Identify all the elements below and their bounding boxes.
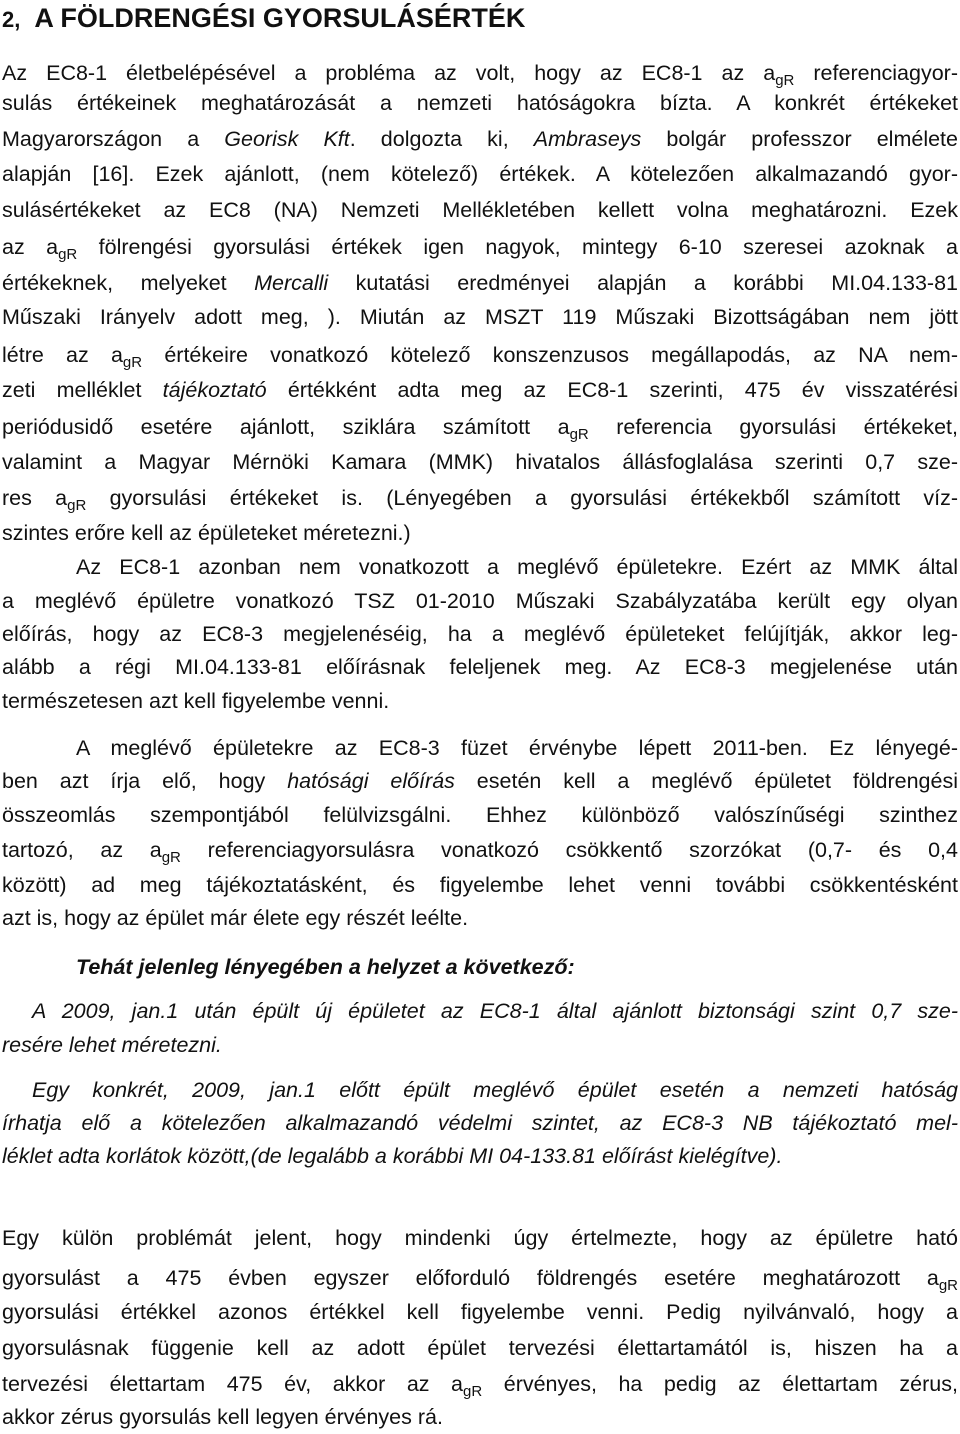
p1-line-1: Az EC8-1 életbelépésével a probléma az volt, hogy az EC8-1 az $a_{gR}$ referenciagyor-	[2, 61, 958, 89]
p4-line-2: gyorsulást a 475 évben egyszer előforduló földrengés esetére meghatározott $a_{gR}$	[2, 1266, 958, 1294]
p1-line-12: valamint a Magyar Mérnöki Kamara (MMK) hivatalos állásfoglalása szerinti 0,7 sze-	[2, 450, 958, 474]
p3-line-5: között) ad meg tájékoztatásként, és figyelembe lehet venni további csökkentésként	[2, 873, 958, 897]
p1-line-4: alapján [16]. Ezek ajánlott, (nem kötelező) értékek. A kötelezően alkalmazandó gyor-	[2, 162, 958, 186]
p1-line-14: szintes erőre kell az épületeket méretezni.)	[2, 521, 411, 545]
p2-line-2: a meglévő épületre vonatkozó TSZ 01-2010 Műszaki Szabályzatába került egy olyan	[2, 589, 958, 613]
p1-line-5: sulásértékeket az EC8 (NA) Nemzeti Mellékletében kellett volna meghatározni. Ezek	[2, 198, 958, 222]
case2-line-3: léklet adta korlátok között,(de legalább a korábbi MI 04-133.81 előírást kielégítve).	[2, 1144, 783, 1168]
p1-line-9: létre az $a_{gR}$ értékeire vonatkozó kötelező konszenzusos megállapodás, az NA nem-	[2, 343, 959, 371]
p4-line-1: Egy külön problémát jelent, hogy mindenki úgy értelmezte, hogy az épületre ható	[2, 1226, 958, 1250]
p1-line-6: az $a_{gR}$ fölrengési gyorsulási értékek igen nagyok, mintegy 6-10 szeresei azoknak a	[2, 235, 958, 263]
p3-line-2: ben azt írja elő, hogy hatósági előírás esetén kell a meglévő épületet földrengési	[2, 769, 958, 793]
p4-line-5: tervezési élettartam 475 év, akkor az $a_{gR}$ érvényes, ha pedig az élettartam zérus,	[2, 1372, 958, 1400]
p3-line-1: A meglévő épületekre az EC8-3 füzet érvénybe lépett 2011-ben. Ez lényegé-	[76, 736, 958, 760]
p1-line-7: értékeknek, melyeket Mercalli kutatási eredményei alapján a korábbi MI.04.133-81	[2, 271, 958, 295]
section-number: 2,	[2, 7, 21, 32]
p2-line-4: alább a régi MI.04.133-81 előírásnak feleljenek meg. Az EC8-3 megjelenése után	[2, 655, 958, 679]
case2-line-1: Egy konkrét, 2009, jan.1 előtt épült meglévő épület esetén a nemzeti hatóság	[32, 1078, 958, 1102]
p1-line-11: periódusidő esetére ajánlott, sziklára számított $a_{gR}$ referencia gyorsulási értékeket,	[2, 415, 958, 443]
p1-line-10: zeti melléklet tájékoztató értékként adta meg az EC8-1 szerinti, 475 év visszatérési	[2, 378, 958, 402]
p1-line-3: Magyarországon a Georisk Kft. dolgozta ki, Ambraseys bolgár professzor elmélete	[2, 127, 958, 151]
case1-line-1: A 2009, jan.1 után épült új épületet az EC8-1 által ajánlott biztonsági szint 0,7 sze-	[32, 999, 958, 1023]
p3-line-4: tartozó, az $a_{gR}$ referenciagyorsulásra vonatkozó csökkentő szorzókat (0,7- és 0,4	[2, 838, 958, 866]
p4-line-6: akkor zérus gyorsulás kell legyen érvényes rá.	[2, 1405, 443, 1429]
section-title: A FÖLDRENGÉSI GYORSULÁSÉRTÉK	[34, 3, 526, 33]
p4-line-3: gyorsulási értékkel azonos értékkel kell figyelembe venni. Pedig nyilvánvaló, hogy a	[2, 1300, 958, 1324]
section-heading	[2, 0, 525, 38]
summary-heading: Tehát jelenleg lényegében a helyzet a következő:	[76, 955, 575, 979]
p3-line-3: összeomlás szempontjából felülvizsgálni. Ehhez különböző valószínűségi szinthez	[2, 803, 958, 827]
case2-line-2: írhatja elő a kötelezően alkalmazandó védelmi szintet, az EC8-3 NB tájékoztató mel-	[2, 1111, 958, 1135]
p2-line-5: természetesen azt kell figyelembe venni.	[2, 689, 390, 713]
p2-line-1: Az EC8-1 azonban nem vonatkozott a meglévő épületekre. Ezért az MMK által	[76, 555, 958, 579]
case1-line-2: resére lehet méretezni.	[2, 1033, 222, 1057]
p4-line-4: gyorsulásnak függenie kell az adott épület tervezési élettartamától is, hiszen ha a	[2, 1336, 958, 1360]
p1-line-13: res $a_{gR}$ gyorsulási értékeket is. (Lényegében a gyorsulási értékekből számított víz-	[2, 486, 958, 514]
p3-line-6: azt is, hogy az épület már élete egy részét leélte.	[2, 906, 469, 930]
p1-line-8: Műszaki Irányelv adott meg, ). Miután az MSZT 119 Műszaki Bizottságában nem jött	[2, 305, 958, 329]
p2-line-3: előírás, hogy az EC8-3 megjelenéséig, ha a meglévő épületeket felújítják, akkor leg-	[2, 622, 958, 646]
p1-line-2: sulás értékeinek meghatározását a nemzeti hatóságokra bízta. A konkrét értékeket	[2, 91, 958, 115]
